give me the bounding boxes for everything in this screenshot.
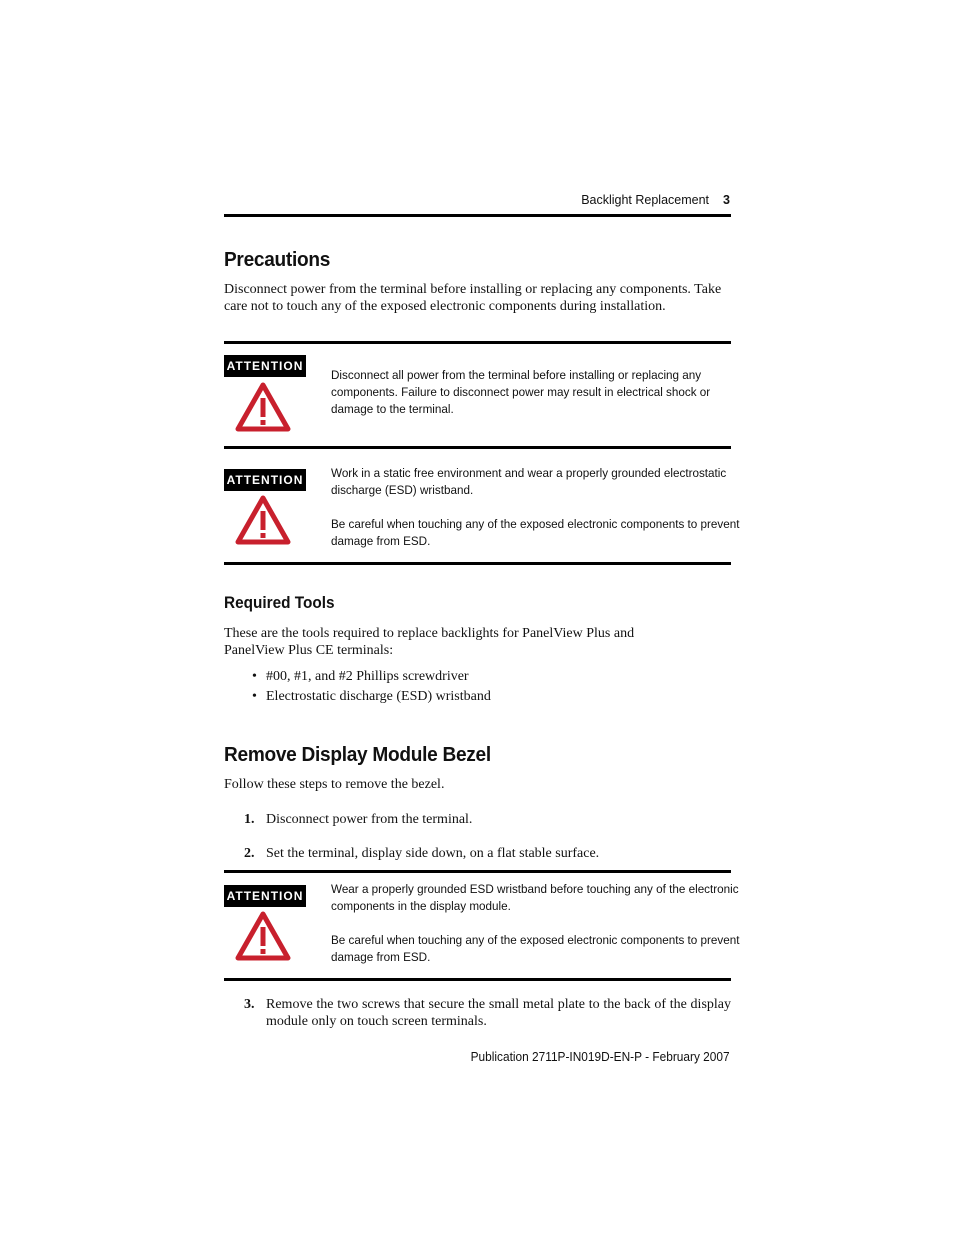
step-number: 2.	[244, 846, 255, 861]
precautions-heading: Precautions	[224, 248, 331, 271]
step-text: Disconnect power from the terminal.	[266, 812, 473, 827]
section-name: Backlight Replacement	[581, 193, 710, 207]
header-rule	[224, 214, 731, 217]
step-text: Set the terminal, display side down, on a flat stable surface.	[266, 846, 600, 861]
warning-triangle-icon	[235, 911, 291, 961]
remove-bezel-intro: Follow these steps to remove the bezel.	[224, 777, 445, 792]
attention-paragraph: Wear a properly grounded ESD wristband before touching any of the electronic components in the display module.	[331, 882, 739, 913]
step-number: 1.	[244, 812, 255, 827]
attention-rule-divider	[224, 446, 731, 449]
page-number: 3	[723, 193, 730, 207]
step-item	[224, 845, 731, 862]
step-item	[224, 811, 731, 828]
attention-label: ATTENTION	[224, 885, 306, 907]
required-tools-intro: These are the tools required to replace backlights for PanelView Plus and PanelView Plus CE terminals:	[224, 626, 635, 658]
attention-rule-top	[224, 341, 731, 344]
attention-rule-bottom	[224, 978, 731, 981]
attention-text-3	[331, 881, 740, 966]
warning-triangle-icon	[235, 382, 291, 432]
warning-triangle-icon	[235, 495, 291, 545]
required-tools-heading: Required Tools	[224, 594, 335, 612]
attention-paragraph: Disconnect all power from the terminal before installing or replacing any components. Failure to disconnect power may result in electrical shock or damage to the terminal.	[331, 368, 711, 416]
attention-label: ATTENTION	[224, 469, 306, 491]
attention-label: ATTENTION	[224, 355, 306, 377]
step-text: Remove the two screws that secure the small metal plate to the back of the display module only on touch screen terminals.	[266, 997, 731, 1029]
attention-paragraph: Be careful when touching any of the exposed electronic components to prevent damage from ESD.	[331, 517, 740, 548]
attention-rule-top	[224, 870, 731, 873]
attention-text-2	[331, 465, 740, 550]
bullet-icon: •	[252, 669, 257, 684]
running-header	[581, 193, 730, 207]
remove-bezel-heading: Remove Display Module Bezel	[224, 743, 491, 766]
bullet-icon: •	[252, 689, 257, 704]
attention-paragraph: Work in a static free environment and wear a properly grounded electrostatic discharge (ESD) wristband.	[331, 466, 727, 497]
attention-paragraph: Be careful when touching any of the exposed electronic components to prevent damage from ESD.	[331, 933, 740, 964]
publication-footer: Publication 2711P-IN019D-EN-P - February 2007	[471, 1050, 730, 1064]
attention-rule-bottom	[224, 562, 731, 565]
attention-text-1	[331, 367, 711, 418]
step-number: 3.	[244, 997, 255, 1012]
precautions-body: Disconnect power from the terminal before installing or replacing any components. Take care not to touch any of the exposed electronic components during installation.	[224, 282, 722, 314]
step-item	[224, 996, 731, 1030]
